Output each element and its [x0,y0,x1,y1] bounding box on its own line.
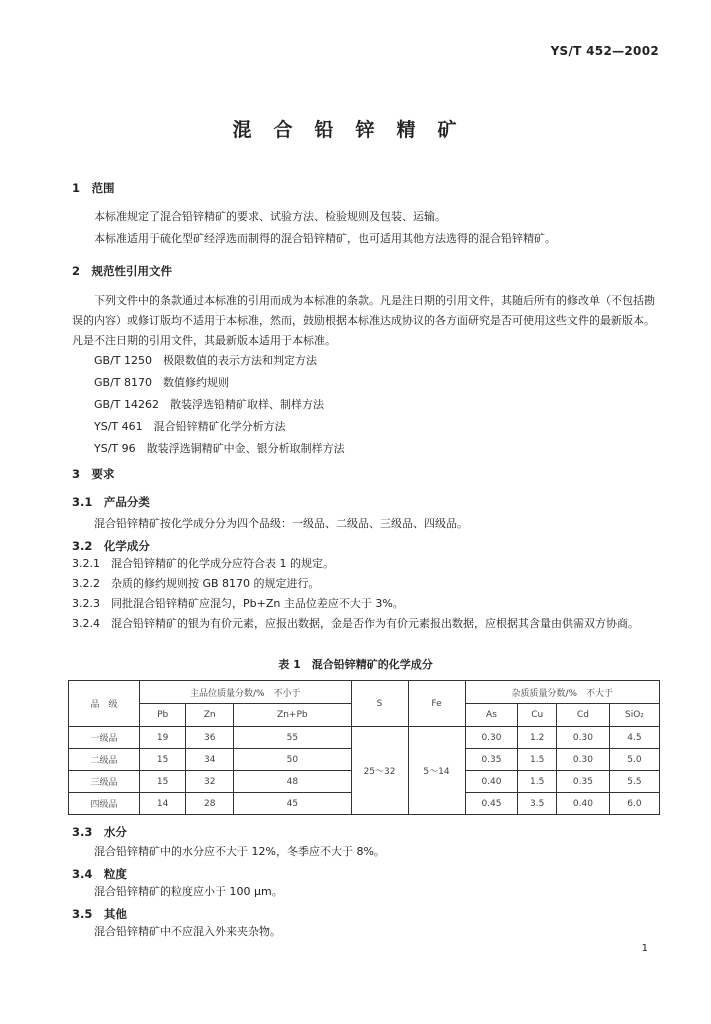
col-header-znpb: Zn+Pb [234,704,351,727]
pb-cell: 19 [140,727,186,749]
as-cell: 0.30 [465,727,518,749]
cu-cell: 3.5 [518,793,557,815]
clause-3-2-1: 3.2.1 混合铅锌精矿的化学成分应符合表 1 的规定。 [72,557,334,570]
col-header-cu: Cu [518,704,557,727]
table-1-caption: 表 1 混合铅锌精矿的化学成分 [278,658,433,671]
fe-range-cell: 5～14 [408,727,465,815]
znpb-cell: 50 [234,749,351,771]
grade-cell: 三级品 [69,771,140,793]
section-2-para-1: 下列文件中的条款通过本标准的引用而成为本标准的条款。凡是注日期的引用文件，其随后所有的修改单（不包括勘误的内容）或修订版均不适用于本标准，然而，鼓励根据本标准达成协议的各方面研究是否可使用这些文件的最新版本。凡是不注日期的引用文件，其最新版本适用于本标准。 [72,294,655,347]
reference-item: GB/T 8170 数值修约规则 [94,376,229,389]
cd-cell: 0.30 [556,749,609,771]
sio2-cell: 5.0 [609,749,659,771]
zn-cell: 32 [186,771,234,793]
section-1-heading: 1 范围 [72,181,115,195]
reference-item: GB/T 14262 散装浮选铅精矿取样、制样方法 [94,398,324,411]
znpb-cell: 55 [234,727,351,749]
clause-3-2-4: 3.2.4 混合铅锌精矿的银为有价元素，应报出数据，金是否作为有价元素报出数据，应根据其含量由供需双方协商。 [72,617,639,630]
table-row [69,727,660,749]
reference-item: YS/T 96 散装浮选铜精矿中金、银分析取制样方法 [94,442,345,455]
section-3-5-heading: 3.5 其他 [72,907,127,921]
as-cell: 0.45 [465,793,518,815]
section-3-heading: 3 要求 [72,467,115,481]
section-3-1-para: 混合铅锌精矿按化学成分分为四个品级：一级品、二级品、三级品、四级品。 [94,517,468,530]
cu-cell: 1.5 [518,771,557,793]
reference-item: GB/T 1250 极限数值的表示方法和判定方法 [94,354,317,367]
zn-cell: 34 [186,749,234,771]
pb-cell: 15 [140,771,186,793]
cd-cell: 0.30 [556,727,609,749]
section-3-5-para: 混合铅锌精矿中不应混入外来夹杂物。 [94,925,281,938]
as-cell: 0.35 [465,749,518,771]
grade-cell: 四级品 [69,793,140,815]
cu-cell: 1.5 [518,749,557,771]
section-3-2-heading: 3.2 化学成分 [72,539,150,553]
col-header-as: As [465,704,518,727]
grade-cell: 二级品 [69,749,140,771]
cd-cell: 0.35 [556,771,609,793]
as-cell: 0.40 [465,771,518,793]
grade-header: 品 级 [69,681,140,727]
sio2-cell: 5.5 [609,771,659,793]
section-3-1-heading: 3.1 产品分类 [72,495,150,509]
reference-item: YS/T 461 混合铅锌精矿化学分析方法 [94,420,286,433]
clause-3-2-3: 3.2.3 同批混合铅锌精矿应混匀，Pb+Zn 主品位差应不大于 3%。 [72,597,404,610]
chemical-composition-table [68,680,660,815]
section-3-4-heading: 3.4 粒度 [72,867,127,881]
section-2-heading: 2 规范性引用文件 [72,264,173,278]
page-number: 1 [641,943,648,954]
standard-number: YS/T 452—2002 [550,44,659,58]
col-header-fe: Fe [408,681,465,727]
cu-cell: 1.2 [518,727,557,749]
pb-cell: 15 [140,749,186,771]
col-header-pb: Pb [140,704,186,727]
impurity-group-header: 杂质质量分数/% 不大于 [465,681,659,704]
sio2-cell: 4.5 [609,727,659,749]
grade-cell: 一级品 [69,727,140,749]
col-header-cd: Cd [556,704,609,727]
section-3-3-heading: 3.3 水分 [72,825,127,839]
znpb-cell: 45 [234,793,351,815]
col-header-s: S [351,681,408,727]
section-1-para-1: 本标准规定了混合铅锌精矿的要求、试验方法、检验规则及包装、运输。 [94,210,446,223]
zn-cell: 36 [186,727,234,749]
section-3-4-para: 混合铅锌精矿的粒度应小于 100 μm。 [94,885,283,898]
zn-cell: 28 [186,793,234,815]
section-3-3-para: 混合铅锌精矿中的水分应不大于 12%，冬季应不大于 8%。 [94,845,385,858]
s-range-cell: 25～32 [351,727,408,815]
col-header-sio2: SiO₂ [609,704,659,727]
section-1-para-2: 本标准适用于硫化型矿经浮选而制得的混合铅锌精矿，也可适用其他方法选得的混合铅锌精矿。 [94,232,556,245]
cd-cell: 0.40 [556,793,609,815]
main-content-group-header: 主品位质量分数/% 不小于 [140,681,352,704]
document-title: 混合铅锌精矿 [232,119,479,141]
sio2-cell: 6.0 [609,793,659,815]
pb-cell: 14 [140,793,186,815]
znpb-cell: 48 [234,771,351,793]
col-header-zn: Zn [186,704,234,727]
clause-3-2-2: 3.2.2 杂质的修约规则按 GB 8170 的规定进行。 [72,577,320,590]
